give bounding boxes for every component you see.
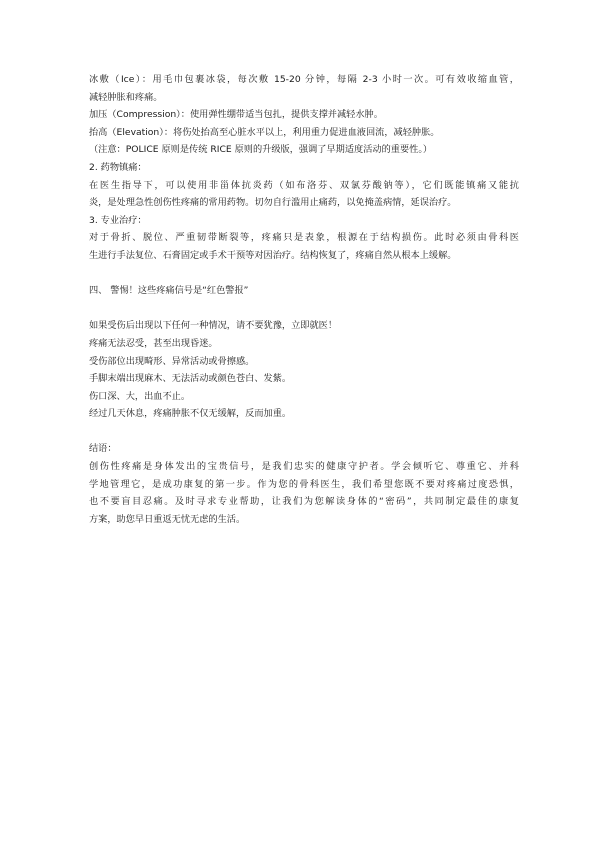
heading-medication bbox=[89, 159, 519, 177]
paragraph-warning-intro bbox=[89, 317, 519, 335]
text-line: 2. 药物镇痛： bbox=[89, 161, 147, 173]
warning-item bbox=[89, 335, 519, 353]
text-line: 经过几天休息，疼痛肿胀不仅无缓解，反而加重。 bbox=[89, 408, 292, 420]
text-line: 四、 警惕！这些疼痛信号是“红色警报” bbox=[89, 285, 249, 297]
text-line: 3. 专业治疗： bbox=[89, 214, 147, 226]
paragraph-conclusion bbox=[89, 458, 519, 528]
text-line: 生进行手法复位、石膏固定或手术干预等对因治疗。结构恢复了，疼痛自然从根本上缓解。 bbox=[89, 249, 457, 261]
text-line: 手脚末端出现麻木、无法活动或颜色苍白、发紫。 bbox=[89, 373, 292, 385]
text-line: （注意：POLICE 原则是传统 RICE 原则的升级版，强调了早期适度活动的重要性。） bbox=[89, 144, 433, 156]
text-line: 疼痛无法忍受，甚至出现昏迷。 bbox=[89, 337, 218, 349]
text-line: 抬高（Elevation）：将伤处抬高至心脏水平以上，利用重力促进血液回流，减轻肿胀。 bbox=[89, 126, 440, 138]
text-line: 结语： bbox=[89, 443, 117, 455]
text-line: 创伤性疼痛是身体发出的宝贵信号，是我们忠实的健康守护者。学会倾听它、尊重它、并科 bbox=[89, 461, 519, 473]
text-line: 伤口深、大，出血不止。 bbox=[89, 390, 191, 402]
text-line: 学地管理它，是成功康复的第一步。作为您的骨科医生，我们希望您既不要对疼痛过度恐惧， bbox=[89, 478, 519, 490]
text-line: 炎，是处理急性创伤性疼痛的常用药物。切勿自行滥用止痛药，以免掩盖病情，延误治疗。 bbox=[89, 197, 457, 209]
text-line: 如果受伤后出现以下任何一种情况，请不要犹豫，立即就医！ bbox=[89, 320, 338, 332]
text-line: 也不要盲目忍痛。及时寻求专业帮助，让我们为您解读身体的“密码”，共同制定最佳的康复 bbox=[89, 496, 519, 508]
paragraph-elevation bbox=[89, 124, 519, 142]
warning-item bbox=[89, 353, 519, 371]
blank-line bbox=[89, 423, 519, 441]
warning-item bbox=[89, 370, 519, 388]
text-line: 受伤部位出现畸形、异常活动或骨擦感。 bbox=[89, 355, 255, 367]
text-line: 对于骨折、脱位、严重韧带断裂等，疼痛只是表象，根源在于结构损伤。此时必须由骨科医 bbox=[89, 232, 519, 244]
text-line: 加压（Compression）：使用弹性绷带适当包扎，提供支撑并减轻水肿。 bbox=[89, 109, 383, 121]
section-heading-warning bbox=[89, 282, 519, 300]
text-line: 方案，助您早日重返无忧无虑的生活。 bbox=[89, 513, 246, 525]
paragraph-medication bbox=[89, 177, 519, 212]
document-page bbox=[89, 71, 519, 528]
warning-item bbox=[89, 405, 519, 423]
paragraph-note bbox=[89, 141, 519, 159]
heading-conclusion bbox=[89, 440, 519, 458]
text-line: 冰敷（Ice）：用毛巾包裹冰袋，每次敷 15-20 分钟，每隔 2-3 小时一次。可有效收缩血管， bbox=[89, 74, 519, 85]
blank-line bbox=[89, 300, 519, 318]
warning-item bbox=[89, 388, 519, 406]
paragraph-compression bbox=[89, 106, 519, 124]
text-line: 减轻肿胀和疼痛。 bbox=[89, 91, 163, 103]
paragraph-ice bbox=[89, 71, 519, 106]
text-line: 在医生指导下，可以使用非甾体抗炎药（如布洛芬、双氯芬酸钠等），它们既能镇痛又能抗 bbox=[89, 179, 519, 191]
heading-professional-treatment bbox=[89, 212, 519, 230]
paragraph-professional-treatment bbox=[89, 229, 519, 264]
blank-line bbox=[89, 265, 519, 283]
